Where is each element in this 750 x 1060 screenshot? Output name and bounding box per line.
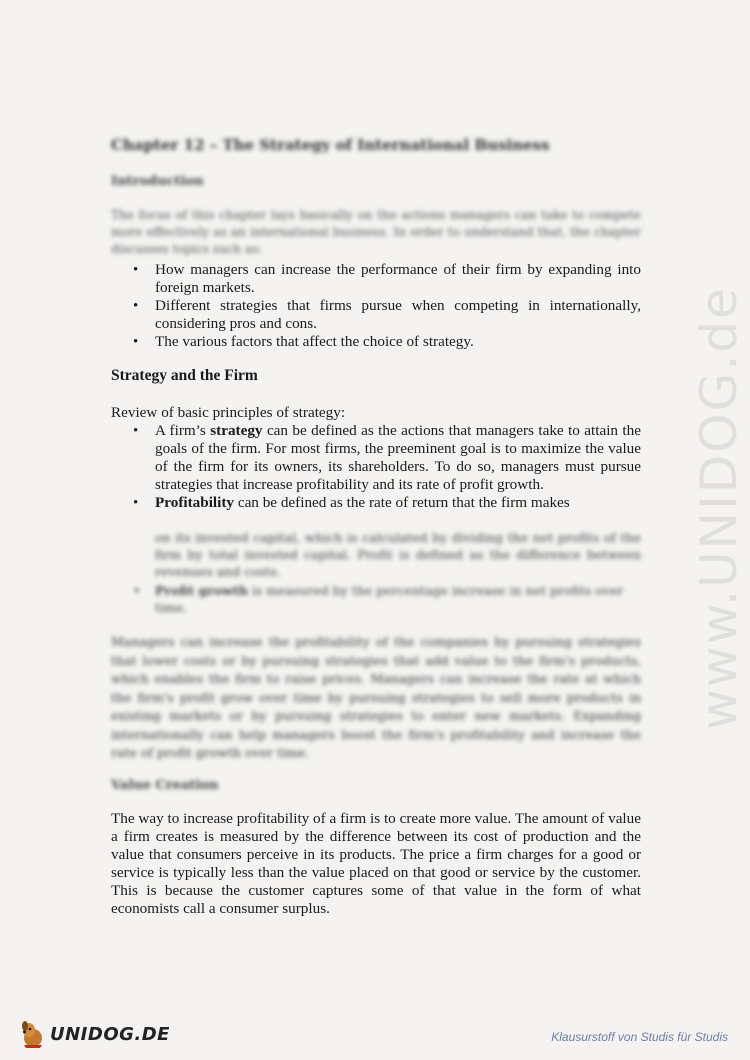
bullet-icon: •	[133, 583, 141, 598]
list-item	[111, 297, 641, 333]
logo-text: UNIDOG.DE	[50, 1023, 170, 1045]
strategy-bullet-text: can be defined as the actions that managers take to attain the goals of the firm. For most firms, the preeminent goal is to maximize the value of the firm for its owners, its shareholders. To do so, managers must pursue strategies that increase profitability and its rate of profit growth.	[155, 422, 641, 493]
profit-growth-text: is measured by the percentage increase in net profits over time.	[155, 583, 624, 615]
dog-icon	[20, 1019, 46, 1049]
strategy-heading: Strategy and the Firm	[111, 367, 258, 384]
profit-growth-term: Profit growth	[155, 583, 248, 598]
watermark: www.UNIDOG.de	[690, 286, 748, 730]
list-item	[111, 582, 641, 616]
bullet-icon: •	[133, 423, 139, 439]
bullet-icon: •	[133, 495, 139, 511]
intro-paragraph: The focus of this chapter lays basically on the actions managers can take to compete more effectively as an international business. In order to understand that, the chapter discusses topics such as:	[111, 208, 641, 256]
intro-heading: Introduction	[111, 174, 204, 189]
unidog-logo[interactable]	[20, 1018, 170, 1050]
bullet-icon: •	[133, 298, 139, 314]
profitability-blurred-text: on its invested capital, which is calculated by dividing the net profits of the firm by total invested capital. Profit is defined as the difference between revenues and costs.	[155, 530, 641, 579]
chapter-title: Chapter 12 – The Strategy of International Business	[111, 136, 550, 154]
strategy-bullet-prefix: A firm’s	[155, 422, 211, 439]
footer-tagline: Klausurstoff von Studis für Studis	[551, 1030, 728, 1044]
list-item	[111, 261, 641, 297]
intro-bullet-text: How managers can increase the performance of their firm by expanding into foreign markets.	[155, 261, 641, 296]
list-item	[111, 333, 641, 351]
intro-bullet-text: The various factors that affect the choice of strategy.	[155, 333, 474, 350]
profitability-text: can be defined as the rate of return that the firm makes	[234, 494, 570, 511]
value-creation-paragraph: The way to increase profitability of a firm is to create more value. The amount of value a firm creates is measured by the difference between its cost of production and the value that consumers perceive in its products. The price a firm charges for a good or service is typically less than the value placed on that good or service by the customer. This is because the customer captures some of that value in the form of what economists call a consumer surplus.	[111, 810, 641, 917]
profitability-term: Profitability	[155, 494, 235, 511]
strategy-term: strategy	[210, 422, 263, 439]
managers-paragraph: Managers can increase the profitability of the companies by pursuing strategies that lower costs or by pursuing strategies that add value to the firm's products, which enables the firm to raise prices. Managers can increase the rate at which the firm's profit grow over time by pursuing strategies to sell more products in existing markets or by pursuing strategies to enter new markets. Expanding internationally can help managers boost the firm's profitability and increase the rate of profit growth over time.	[111, 634, 641, 760]
intro-bullet-text: Different strategies that firms pursue when competing in internationally, considering pros and cons.	[155, 297, 641, 332]
review-line: Review of basic principles of strategy:	[111, 404, 346, 421]
list-item	[111, 494, 641, 512]
list-item	[111, 422, 641, 494]
intro-bullet-list	[111, 261, 641, 351]
value-creation-heading: Value Creation	[111, 778, 219, 793]
bullet-icon: •	[133, 334, 139, 350]
bullet-icon: •	[133, 262, 139, 278]
strategy-bullet-list	[111, 422, 641, 512]
